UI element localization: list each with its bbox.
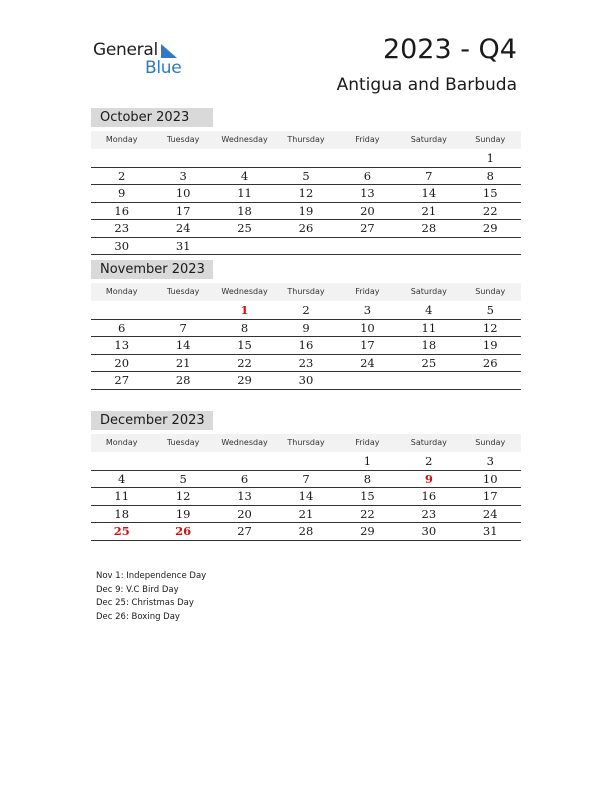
date-cell: 2 <box>425 454 433 468</box>
date-cell: 14 <box>298 489 314 503</box>
date-cell <box>91 150 152 167</box>
week-row <box>91 184 521 202</box>
weekday-label: Tuesday <box>166 287 200 296</box>
week-row <box>91 237 521 256</box>
holiday-date-cell: 9 <box>424 471 433 486</box>
date-cell: 21 <box>298 506 314 521</box>
holiday-note: Dec 26: Boxing Day <box>96 611 180 622</box>
week-row <box>91 202 521 220</box>
date-cell: 18 <box>237 203 252 218</box>
date-cell: 7 <box>302 471 310 486</box>
month-december <box>91 411 521 541</box>
date-cell: 2 <box>302 303 310 317</box>
date-cell: 22 <box>482 203 498 218</box>
date-cell: 7 <box>425 168 433 183</box>
week-row <box>91 167 521 185</box>
date-cell: 21 <box>175 355 191 370</box>
week-row <box>91 505 521 523</box>
date-cell: 17 <box>482 489 498 503</box>
date-cell: 5 <box>179 471 187 486</box>
month-october <box>91 108 521 255</box>
date-cell: 26 <box>482 355 498 370</box>
country-name: Antigua and Barbuda <box>336 75 517 95</box>
date-cell: 27 <box>360 221 375 235</box>
date-cell: 9 <box>118 186 126 200</box>
date-cell: 13 <box>114 338 130 352</box>
date-cell: 17 <box>360 338 375 352</box>
date-cell: 21 <box>421 203 437 218</box>
date-cell: 25 <box>237 221 252 235</box>
date-cell: 30 <box>421 524 437 538</box>
date-cell: 6 <box>363 168 372 183</box>
date-cell <box>460 372 521 389</box>
weekday-header <box>91 283 521 301</box>
date-cell: 3 <box>486 454 494 468</box>
date-cell: 14 <box>421 186 437 200</box>
weekday-label: Monday <box>105 135 138 144</box>
week-row <box>91 219 521 237</box>
date-cell: 28 <box>175 373 191 387</box>
date-cell: 31 <box>482 524 498 538</box>
logo-word-blue: Blue <box>145 58 182 78</box>
date-cell: 30 <box>114 238 130 253</box>
weekday-label: Saturday <box>410 438 447 447</box>
logo-triangle-icon <box>161 44 177 58</box>
date-cell: 12 <box>175 489 191 503</box>
date-cell: 12 <box>298 186 314 200</box>
date-cell: 23 <box>421 506 437 521</box>
weekday-header <box>91 434 521 452</box>
date-cell: 7 <box>179 320 187 335</box>
date-cell: 28 <box>298 524 314 538</box>
date-cell: 18 <box>114 506 130 521</box>
date-cell <box>398 372 459 389</box>
month-november <box>91 260 521 390</box>
week-row <box>91 487 521 505</box>
week-row <box>91 522 521 541</box>
date-cell <box>337 372 398 389</box>
date-cell: 24 <box>360 355 375 370</box>
date-cell: 30 <box>298 373 314 387</box>
weekday-header <box>91 131 521 149</box>
date-cell: 27 <box>114 373 130 387</box>
date-cell: 13 <box>237 489 252 503</box>
date-cell <box>91 302 152 319</box>
date-cell: 11 <box>237 186 252 200</box>
date-cell: 14 <box>175 338 191 352</box>
week-row <box>91 354 521 372</box>
date-cell: 24 <box>482 506 498 521</box>
date-cell: 15 <box>482 186 498 200</box>
week-row <box>91 150 521 167</box>
date-cell <box>275 238 336 255</box>
date-cell: 19 <box>298 203 314 218</box>
logo-word-general: General <box>93 40 158 60</box>
date-cell: 24 <box>175 221 191 235</box>
date-cell <box>152 302 213 319</box>
holiday-note: Dec 25: Christmas Day <box>96 598 194 608</box>
date-cell: 19 <box>175 506 191 521</box>
week-row <box>91 302 521 319</box>
date-cell: 29 <box>237 373 252 387</box>
date-cell: 3 <box>179 168 187 183</box>
date-cell: 4 <box>425 303 433 317</box>
date-cell <box>91 453 152 470</box>
date-cell: 11 <box>114 489 130 503</box>
date-cell: 6 <box>118 320 126 335</box>
date-cell: 13 <box>360 186 375 200</box>
date-cell: 11 <box>421 320 437 335</box>
date-cell <box>214 150 275 167</box>
date-cell: 23 <box>298 355 314 370</box>
brand-logo <box>93 40 193 80</box>
week-row <box>91 319 521 337</box>
week-row <box>91 336 521 354</box>
date-cell <box>337 150 398 167</box>
date-cell: 8 <box>486 168 494 183</box>
date-cell: 29 <box>360 524 375 538</box>
date-cell: 20 <box>360 203 375 218</box>
date-cell: 8 <box>363 471 372 486</box>
date-cell: 10 <box>175 186 191 200</box>
date-cell: 10 <box>360 320 375 335</box>
date-cell: 16 <box>298 338 314 352</box>
date-cell <box>152 453 213 470</box>
date-cell: 16 <box>421 489 437 503</box>
date-cell: 6 <box>240 471 249 486</box>
date-cell: 12 <box>482 320 498 335</box>
weekday-label: Wednesday <box>221 287 268 296</box>
weekday-label: Sunday <box>475 135 506 144</box>
date-cell <box>275 150 336 167</box>
month-label: December 2023 <box>91 411 213 430</box>
date-cell <box>275 453 336 470</box>
weekday-label: Friday <box>355 287 380 296</box>
weekday-label: Wednesday <box>221 135 268 144</box>
weekday-label: Thursday <box>287 287 325 296</box>
month-label: November 2023 <box>91 260 213 279</box>
weekday-label: Tuesday <box>166 135 200 144</box>
date-cell: 5 <box>302 168 310 183</box>
weekday-label: Sunday <box>475 287 506 296</box>
weekday-label: Monday <box>105 287 138 296</box>
weekday-label: Thursday <box>287 135 325 144</box>
date-cell: 29 <box>482 221 498 235</box>
date-cell: 15 <box>360 489 375 503</box>
holiday-date-cell: 1 <box>240 303 249 317</box>
date-cell <box>460 238 521 255</box>
week-row <box>91 371 521 390</box>
date-cell: 23 <box>114 221 130 235</box>
date-cell <box>398 238 459 255</box>
weekday-label: Monday <box>105 438 138 447</box>
month-label: October 2023 <box>91 108 213 127</box>
week-row <box>91 470 521 488</box>
date-cell: 25 <box>421 355 437 370</box>
date-cell: 18 <box>421 338 437 352</box>
date-cell: 22 <box>237 355 252 370</box>
weekday-label: Saturday <box>410 135 447 144</box>
date-cell: 27 <box>237 524 252 538</box>
page-title: 2023 - Q4 <box>382 34 517 65</box>
date-cell: 31 <box>175 238 191 253</box>
weekday-label: Tuesday <box>166 438 200 447</box>
date-cell <box>214 453 275 470</box>
holiday-date-cell: 25 <box>113 524 130 538</box>
date-cell: 4 <box>240 168 249 183</box>
date-cell: 19 <box>482 338 498 352</box>
weekday-label: Saturday <box>410 287 447 296</box>
date-cell: 26 <box>298 221 314 235</box>
holiday-note: Dec 9: V.C Bird Day <box>96 584 179 595</box>
date-cell: 16 <box>114 203 130 218</box>
date-cell: 15 <box>237 338 252 352</box>
date-cell: 10 <box>482 471 498 486</box>
date-cell: 1 <box>486 151 494 165</box>
weekday-label: Friday <box>355 135 380 144</box>
date-cell: 28 <box>421 221 437 235</box>
week-row <box>91 453 521 470</box>
holiday-date-cell: 26 <box>175 524 192 538</box>
weekday-label: Sunday <box>475 438 506 447</box>
date-cell <box>337 238 398 255</box>
date-cell: 4 <box>118 471 126 486</box>
date-cell: 22 <box>360 506 375 521</box>
weekday-label: Wednesday <box>221 438 268 447</box>
holiday-notes <box>96 570 206 624</box>
holiday-note: Nov 1: Independence Day <box>96 571 207 581</box>
month-grid <box>91 302 521 390</box>
date-cell: 1 <box>363 454 372 468</box>
date-cell: 20 <box>237 506 252 521</box>
month-grid <box>91 150 521 255</box>
date-cell: 2 <box>118 168 126 183</box>
date-cell <box>214 238 275 255</box>
date-cell: 20 <box>114 355 130 370</box>
date-cell: 9 <box>302 320 310 335</box>
date-cell: 8 <box>240 320 249 335</box>
date-cell <box>152 150 213 167</box>
date-cell: 5 <box>486 303 494 317</box>
date-cell: 3 <box>363 303 372 317</box>
weekday-label: Thursday <box>287 438 325 447</box>
date-cell <box>398 150 459 167</box>
weekday-label: Friday <box>355 438 380 447</box>
month-grid <box>91 453 521 541</box>
date-cell: 17 <box>175 203 191 218</box>
